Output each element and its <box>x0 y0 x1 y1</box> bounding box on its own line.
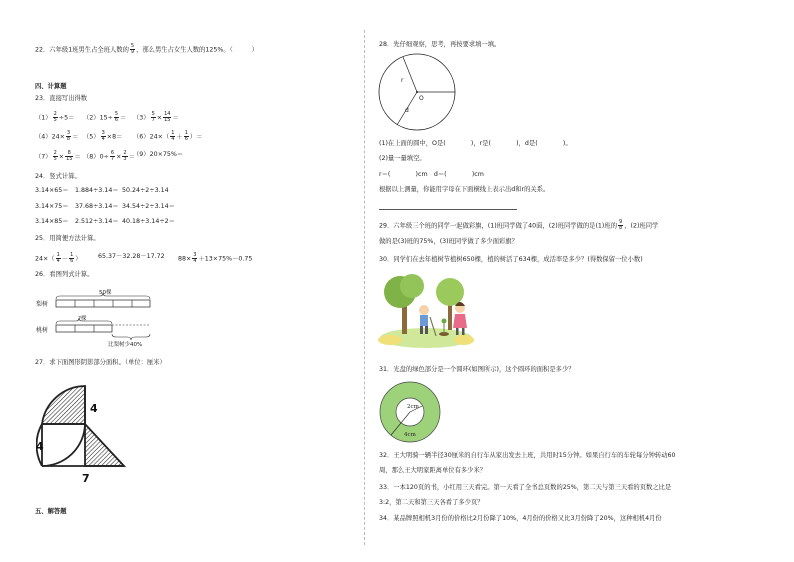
question-29-line-1 <box>379 220 658 231</box>
frac-denominator: 9 <box>130 49 135 55</box>
frac-numerator: 3 <box>66 130 71 136</box>
label-d: d <box>405 107 409 114</box>
item-label: （7） <box>35 153 52 161</box>
vertical-calc-item: 50.24÷2÷3.14 <box>122 187 169 194</box>
inner-arc <box>42 424 85 466</box>
frac-denominator: 6 <box>114 117 119 123</box>
center-dot <box>416 91 418 93</box>
q25-frac-1 <box>56 253 61 264</box>
dim-left: 4 <box>36 440 44 453</box>
question-27: 27．求下面图形阴影部分面积。（单位：厘米） <box>35 359 166 366</box>
fraction <box>110 151 115 162</box>
frac-denominator: 15 <box>66 156 73 162</box>
boy-body-icon <box>420 315 428 326</box>
frac-numerator: 14 <box>164 111 171 117</box>
frac-denominator: 4 <box>193 258 197 264</box>
top-brace <box>56 293 150 299</box>
item-label: （5） <box>83 133 100 141</box>
right-triangle-shade <box>85 424 124 466</box>
frac-numerator: 5 <box>130 43 135 49</box>
frac-denominator: 7 <box>151 117 155 123</box>
q29-text-b: ，(2)班同学 <box>624 222 659 230</box>
frac-numerator: 2 <box>53 150 57 156</box>
label-o: O <box>419 95 424 102</box>
q27-shaded-figure <box>36 378 131 486</box>
question-33-line-1: 33．一本120页的书，小红用三天看完。第一天看了全书总页数的25%，第二天与第三天看的页数之比是 <box>379 484 672 491</box>
frac-denominator: 7 <box>110 156 115 162</box>
answer-line[interactable] <box>379 209 517 210</box>
direct-calc-item: （6）24×（ $\frac{1}{4}$ ＋ $\frac{1}{6}$ ）＝ <box>133 130 203 142</box>
question-29-line-2: 做的是(3)班的75%，(3)班同学做了多少面彩旗？ <box>379 238 518 245</box>
vertical-calc-item: 3.14×65＝ <box>35 187 69 194</box>
vertical-calc-item: 3.14×75＝ <box>35 203 69 210</box>
column-divider <box>364 30 365 545</box>
less-label: 比梨树少40% <box>108 342 143 347</box>
item-label: （9） <box>133 151 150 158</box>
question-25: 25．用简便方法计算。 <box>35 235 100 242</box>
q25-item-1-b: ） <box>75 255 82 263</box>
q25-frac-2 <box>69 253 74 264</box>
fraction <box>101 131 106 142</box>
tree-crown-left-2 <box>400 274 424 298</box>
inner-label: 2cm <box>407 404 419 410</box>
question-31: 31．光盘的绿色部分是一个圆环(如图所示)，这个圆环的面积是多少？ <box>379 366 575 373</box>
frac-numerator: 2 <box>123 150 127 156</box>
boy-leg-icon <box>420 326 423 334</box>
dim-bottom: 7 <box>82 472 90 485</box>
fraction <box>151 112 156 123</box>
frac-numerator: 3 <box>101 130 105 136</box>
frac-denominator: 8 <box>66 136 71 142</box>
vertical-calc-item: 1.884÷3.14＝ <box>75 187 119 194</box>
question-28: 28．先仔细观察，思考，再按要求填一填。 <box>379 41 501 48</box>
q31-ring-figure <box>378 380 442 444</box>
fraction <box>114 112 119 123</box>
flowers-left-icon <box>378 335 402 345</box>
tree-crown-right <box>436 278 464 306</box>
peach-bar <box>56 325 112 332</box>
question-22 <box>35 44 258 55</box>
frac-denominator: 4 <box>171 136 175 142</box>
dim-top: 4 <box>90 402 98 415</box>
q29-text-a: 29．六年级三个班的同学一起做彩旗，(1)班同学做了40面，(2)班同学做的是(1)班的 <box>379 222 617 230</box>
pear-label: 梨树 <box>36 301 49 308</box>
q22-tail: ，那么男生占女生人数的125%。（ ） <box>136 46 258 54</box>
q22-text: 22．六年级1班男生占全班人数的 <box>35 46 129 54</box>
unknown-label: ?棵 <box>78 316 87 322</box>
frac-denominator: 3 <box>123 156 127 162</box>
question-24: 24．竖式计算。 <box>35 173 81 180</box>
question-32-line-1: 32．王大明骑一辆半径30厘米的自行车从家出发去上班，共用时15分钟。如果自行车的车轮每分钟转动60 <box>379 452 676 459</box>
frac-numerator: 9 <box>619 219 623 225</box>
question-26: 26．看图列式计算。 <box>35 271 94 278</box>
direct-calc-item: （1） $\frac{2}{5}$ ÷5＝ <box>35 111 75 123</box>
fraction <box>53 151 58 162</box>
item-label: （3） <box>133 114 150 122</box>
q28-part-4: 根据以上测量，你能用字母在下面横线上表示出d和r的关系。 <box>379 186 550 193</box>
direct-calc-item: （3） $\frac{5}{7}$ × $\frac{14}{15}$ ＝ <box>133 111 179 123</box>
tree-planting-illustration <box>378 270 474 350</box>
q29-fraction <box>618 220 623 231</box>
fraction <box>66 131 71 142</box>
q25-frac-3 <box>192 253 197 264</box>
flowers-right-icon <box>454 335 474 345</box>
radius-line <box>403 57 417 92</box>
question-23: 23．直接写出得数 <box>35 95 88 102</box>
vertical-calc-item: 34.54÷2÷3.14＝ <box>122 203 175 210</box>
question-32-line-2: 周，那么王大明家距离单位有多少米？ <box>379 467 487 474</box>
girl-leg-icon <box>462 328 465 335</box>
question-34: 34．某品牌照相机3月份的价格比2月份降了10%，4月份的价格又比3月份降了20%，这种相机4月份 <box>379 515 662 522</box>
direct-calc-item: （4）24× $\frac{3}{8}$ ＝ <box>35 130 79 142</box>
fraction <box>170 131 175 142</box>
section-4-heading: 四、计算题 <box>35 83 67 90</box>
question-30: 30．同学们在去年植树节植树650棵，植的树活了634棵，成活率是多少？(得数保留一位小数) <box>379 256 643 263</box>
frac-numerator: 1 <box>56 252 60 258</box>
girl-dress-icon <box>453 314 467 328</box>
frac-numerator: 5 <box>114 111 119 117</box>
q26-bar-diagram <box>36 285 166 347</box>
outer-label: 4cm <box>404 432 416 438</box>
frac-numerator: 2 <box>53 111 57 117</box>
q28-part-3: r＝( )cm d＝( )cm <box>379 171 484 178</box>
direct-calc-item: （2）15÷ $\frac{5}{6}$ ＝ <box>83 111 127 123</box>
q25-item-1-a: 24×（ <box>35 255 55 263</box>
frac-denominator: 6 <box>70 258 74 264</box>
pear-bar <box>56 300 150 307</box>
frac-numerator: 8 <box>65 151 73 157</box>
question-33-line-2: 3:2，第二天和第三天各看了多少页？ <box>379 499 484 506</box>
girl-leg-icon <box>456 328 459 335</box>
fraction <box>65 151 73 162</box>
fraction <box>163 112 171 123</box>
peach-ticks <box>75 325 150 332</box>
q28-part-1: (1)在上面的圆中，O是( )，r是( )，d是( )。 <box>379 140 572 147</box>
q28-circle-figure <box>377 52 459 134</box>
item-label: （6） <box>133 133 150 141</box>
frac-numerator: 6 <box>110 150 115 156</box>
direct-calc-item: （5） $\frac{3}{4}$ ×8＝ <box>83 130 123 142</box>
direct-calc-item: （9）20×75%＝ <box>133 151 184 158</box>
frac-numerator: 1 <box>171 130 175 136</box>
frac-denominator: 5 <box>53 156 57 162</box>
fraction <box>53 112 58 123</box>
direct-calc-item: （7） $\frac{2}{5}$ × $\frac{8}{15}$ ＝ <box>35 150 81 162</box>
less-brace <box>112 334 150 340</box>
item-label: （2） <box>83 114 100 122</box>
q25-item-3 <box>178 253 252 264</box>
top-quarter-shade <box>42 386 85 424</box>
direct-calc-item: （8）0÷ $\frac{6}{7}$ × $\frac{2}{3}$ ＝ <box>83 150 135 162</box>
boy-head-icon <box>419 305 429 315</box>
frac-numerator: 3 <box>193 252 197 258</box>
vertical-calc-item: 40.18÷3.14÷2＝ <box>122 218 175 225</box>
boy-leg-icon <box>425 326 428 334</box>
count-label: 50棵 <box>99 290 112 296</box>
q22-fraction <box>130 44 135 55</box>
frac-denominator: 5 <box>53 117 57 123</box>
fraction <box>184 131 189 142</box>
frac-denominator: 8 <box>619 225 623 231</box>
vertical-calc-item: 2.512÷3.14＝ <box>75 218 119 225</box>
vertical-calc-item: 3.14×85＝ <box>35 218 69 225</box>
section-5-heading: 五、解答题 <box>35 508 67 515</box>
item-label: （8） <box>83 153 100 161</box>
item-label: （1） <box>35 114 52 122</box>
q25-item-1: 24×（ $\frac{1}{4}$ － $\frac{1}{6}$ ） <box>35 252 82 264</box>
frac-numerator: 1 <box>70 252 74 258</box>
sapling-leaf-icon <box>442 319 447 324</box>
frac-denominator: 6 <box>184 136 188 142</box>
frac-denominator: 15 <box>164 117 171 123</box>
frac-denominator: 4 <box>56 258 60 264</box>
pear-ticks <box>75 300 132 307</box>
q28-part-2: (2)量一量填空。 <box>379 155 426 162</box>
q25-item-2: 65.37－32.28－17.72 <box>98 253 165 260</box>
vertical-calc-item: 37.68÷3.14＝ <box>75 203 119 210</box>
q25-item-3-a: 88× <box>178 255 192 263</box>
q25-item-3-b: ＋13×75%－0.75 <box>198 255 253 263</box>
frac-numerator: 1 <box>184 130 188 136</box>
item-label: （4） <box>35 133 52 141</box>
frac-numerator: 5 <box>151 111 155 117</box>
peach-label: 桃树 <box>36 327 49 334</box>
label-r: r <box>401 77 404 84</box>
fraction <box>122 151 127 162</box>
frac-denominator: 4 <box>101 136 105 142</box>
